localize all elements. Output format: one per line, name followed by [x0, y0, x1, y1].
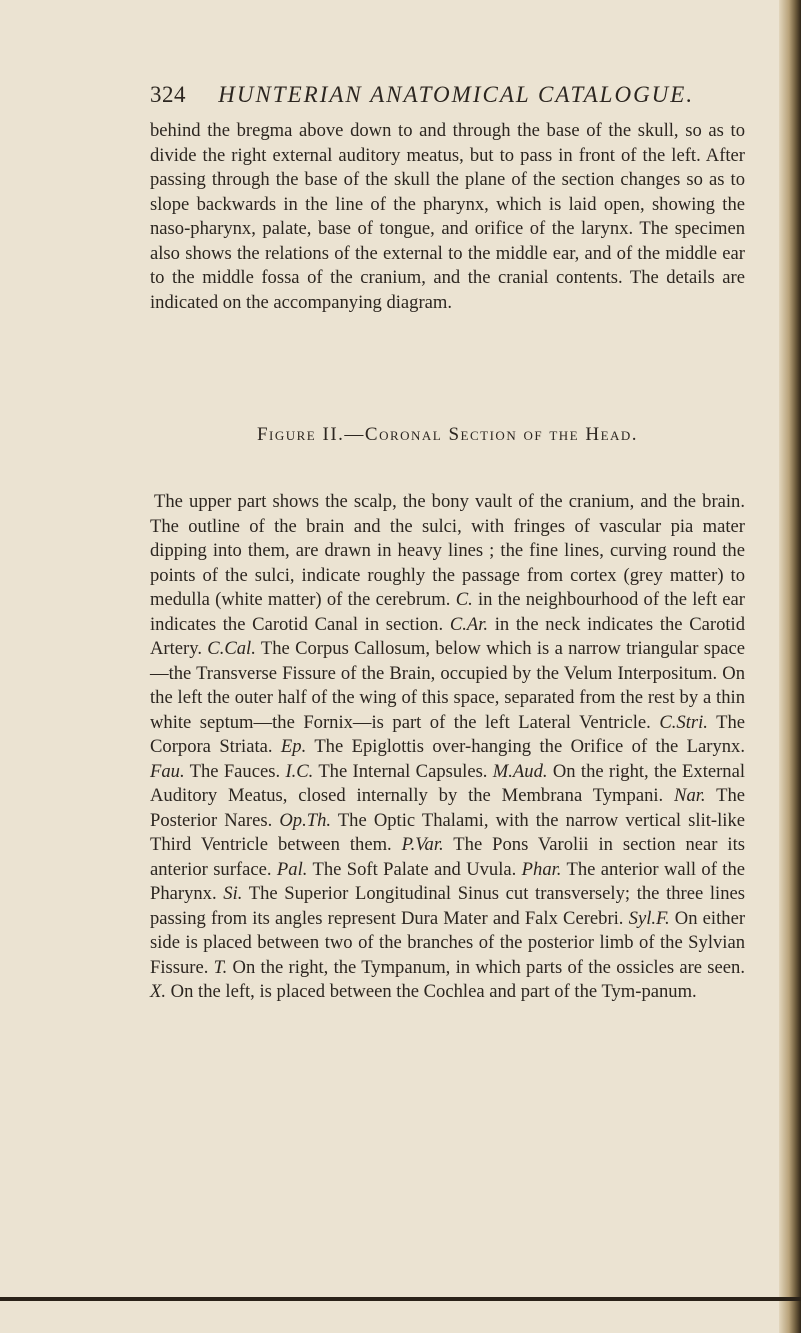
abbreviation: M.Aud. [492, 760, 548, 782]
abbreviation: Op.Th. [279, 809, 332, 831]
bottom-scan-edge [0, 1297, 801, 1301]
abbreviation: I.C. [285, 760, 314, 782]
text-segment: The Optic Thalami, with the narrow vertical slit-like Third Ventricle between them. [150, 809, 745, 855]
abbreviation: C. [455, 589, 473, 610]
paragraph-specimen-description: behind the bregma above down to and through the base of the skull, so as to divide the right external auditory meatus, but to pass in front of the left. After passing through the base of the skull the plane of the section changes so as to slope backwards in the line of the pharynx, which is laid open, showing the naso-pharynx, palate, base of tongue, and orifice of the larynx. The specimen also shows the relations of the external to the middle ear, and of the middle ear to the middle fossa of the cranium, and the cranial contents. The details are indicated on the accompanying diagram. [150, 120, 745, 313]
text-segment: The anterior wall of the Pharynx. [150, 858, 745, 904]
abbreviation: T. [213, 956, 228, 978]
abbreviation: X. [150, 981, 167, 1002]
abbreviation: Si. [223, 883, 243, 904]
abbreviation: C.Ar. [449, 613, 489, 635]
text-segment: On the right, the External Auditory Meatus, closed internally by the Membrana Tympani. [150, 760, 746, 806]
abbreviation: Syl.F. [628, 907, 670, 929]
text-segment: The Pons Varolii in section near its anterior surface. [150, 834, 746, 880]
abbreviation: Phar. [521, 858, 562, 880]
running-title: HUNTERIAN ANATOMICAL CATALOGUE. [218, 82, 695, 107]
abbreviation: C.Cal. [207, 638, 256, 659]
text-segment: The upper part shows the scalp, the bony vault of the cranium, and the brain. The outline of the brain and the sulci, with fringes of vascular pia mater dipping into them, are drawn in heavy lines ; the fine lines, curving round the points of the sulci, indicate roughly the passage from cortex (grey matter) to medulla (white matter) of the cerebrum. [150, 491, 745, 610]
page-number: 324 [150, 82, 186, 107]
text-segment: On the right, the Tympanum, in which parts of the ossicles are seen. [232, 956, 745, 978]
text-segment: The Posterior Nares. [150, 785, 746, 831]
abbreviation: C.Stri. [659, 711, 708, 733]
figure-heading: Figure II.—Coronal Section of the Head. [256, 424, 639, 445]
text-segment: The Fauces. [189, 760, 281, 782]
text-segment: On either side is placed between two of the branches of the posterior limb of the Sylvian Fissure. [150, 907, 746, 978]
text-segment: in the neck indicates the Carotid Artery. [150, 613, 746, 659]
abbreviation: Pal. [276, 858, 308, 880]
text-segment: The Epiglottis over-hanging the Orifice of the Larynx. [314, 736, 746, 757]
text-segment: The Corpus Callosum, below which is a narrow triangular space—the Transverse Fissure of the Brain, occupied by the Velum Interpositum. On the left the outer half of the wing of this space, separated from the rest by a thin white septum—the Fornix—is part of the left Lateral Ventricle. [150, 638, 746, 733]
text-segment: The Corpora Striata. [150, 711, 746, 757]
book-binding-edge [779, 0, 801, 1333]
abbreviation: Ep. [280, 736, 307, 757]
text-segment: in the neighbourhood of the left ear indicates the Carotid Canal in section. [150, 589, 745, 635]
text-segment: The Superior Longitudinal Sinus cut transversely; the three lines passing from its angles represent Dura Mater and Falx Cerebri. [150, 883, 746, 929]
abbreviation: P.Var. [401, 834, 444, 855]
page-header [150, 82, 694, 108]
paragraph-figure-description [150, 490, 745, 1005]
text-segment: The Internal Capsules. [318, 760, 488, 782]
abbreviation: Nar. [674, 785, 706, 806]
text-segment: The Soft Palate and Uvula. [312, 858, 517, 880]
abbreviation: Fau. [150, 760, 185, 782]
text-segment: On the left, is placed between the Cochlea and part of the Tym-panum. [170, 981, 697, 1002]
